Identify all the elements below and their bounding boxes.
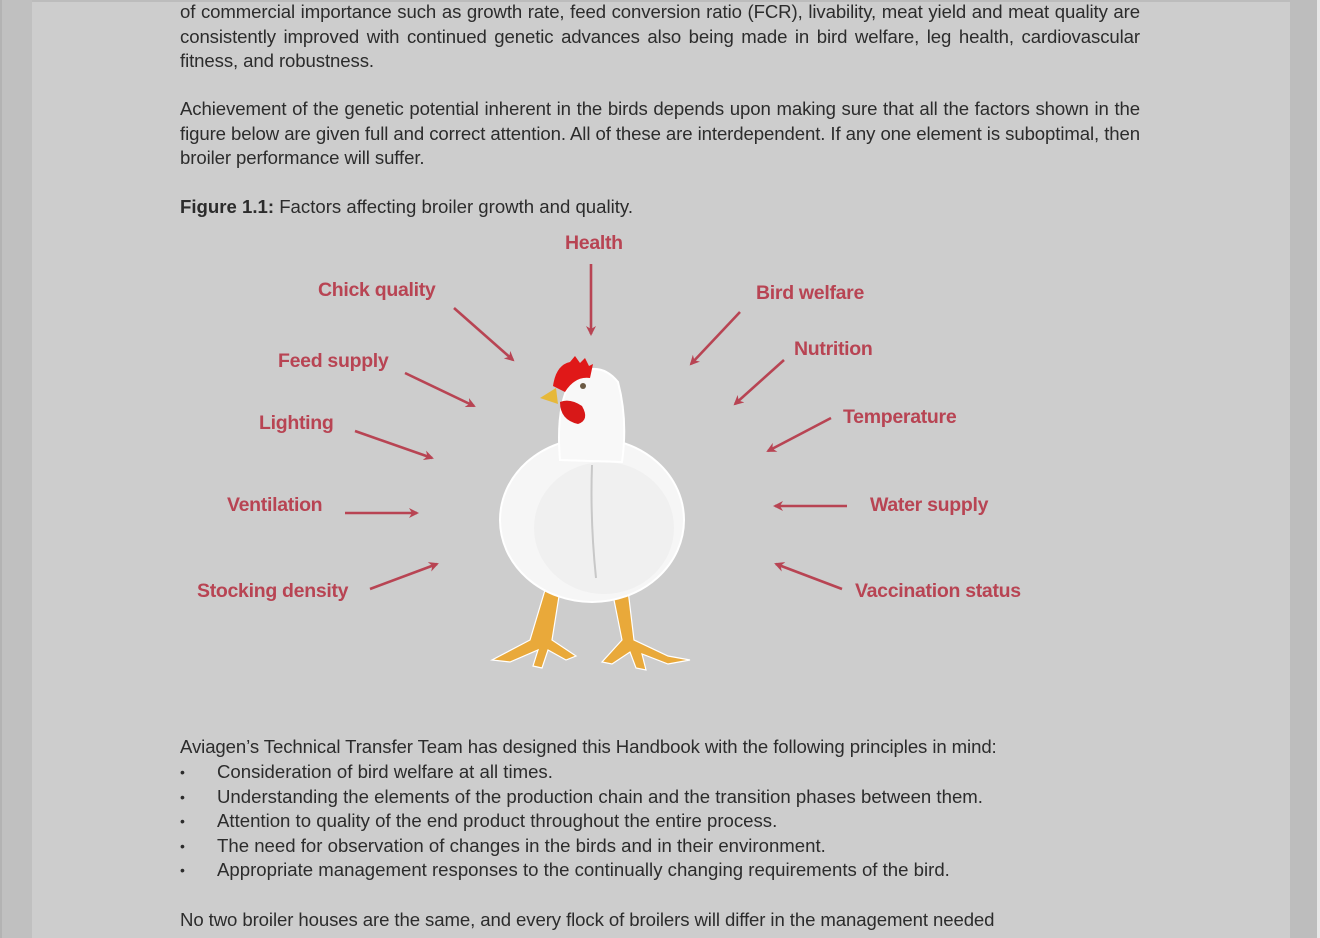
list-item: • Attention to quality of the end product throughout the entire process. <box>180 809 1140 834</box>
factor-label-vaccination-status: Vaccination status <box>855 580 1021 602</box>
factor-label-health: Health <box>565 232 623 254</box>
list-item: • The need for observation of changes in the birds and in their environment. <box>180 834 1140 859</box>
factor-label-chick-quality: Chick quality <box>318 279 436 301</box>
factor-label-bird-welfare: Bird welfare <box>756 282 865 304</box>
viewer-left-margin <box>0 0 32 938</box>
principles-list <box>180 760 1140 883</box>
viewer-right-margin <box>1290 0 1320 938</box>
list-item: • Understanding the elements of the production chain and the transition phases between them. <box>180 785 1140 810</box>
figure-caption <box>180 196 633 218</box>
factor-label-lighting: Lighting <box>259 412 334 434</box>
factor-label-stocking-density: Stocking density <box>197 580 349 602</box>
list-item: • Appropriate management responses to the continually changing requirements of the bird. <box>180 858 1140 883</box>
factor-label-temperature: Temperature <box>843 406 957 428</box>
factor-label-feed-supply: Feed supply <box>278 350 389 372</box>
figure-caption-text: Factors affecting broiler growth and quality. <box>274 196 634 217</box>
factor-label-water-supply: Water supply <box>870 494 989 516</box>
list-item: • Consideration of bird welfare at all times. <box>180 760 1140 785</box>
factor-label-ventilation: Ventilation <box>227 494 323 516</box>
paragraph-intro-tail: of commercial importance such as growth rate, feed conversion ratio (FCR), livability, meat yield and meat quality are consistently improved with continued genetic advances also being made in bird welfare, leg health, cardiovascular fitness, and robustness. <box>180 1 1140 71</box>
paragraph-genetic-potential: Achievement of the genetic potential inherent in the birds depends upon making sure that all the factors shown in the figure below are given full and correct attention. All of these are interdependent. If any one element is suboptimal, then broiler performance will suffer. <box>180 98 1140 168</box>
figure-caption-label: Figure 1.1: <box>180 196 275 217</box>
paragraph-principles-intro: Aviagen’s Technical Transfer Team has designed this Handbook with the following principles in mind: <box>180 736 997 757</box>
paragraph-closing: No two broiler houses are the same, and every flock of broilers will differ in the management needed <box>180 909 995 930</box>
factor-label-nutrition: Nutrition <box>794 338 873 360</box>
